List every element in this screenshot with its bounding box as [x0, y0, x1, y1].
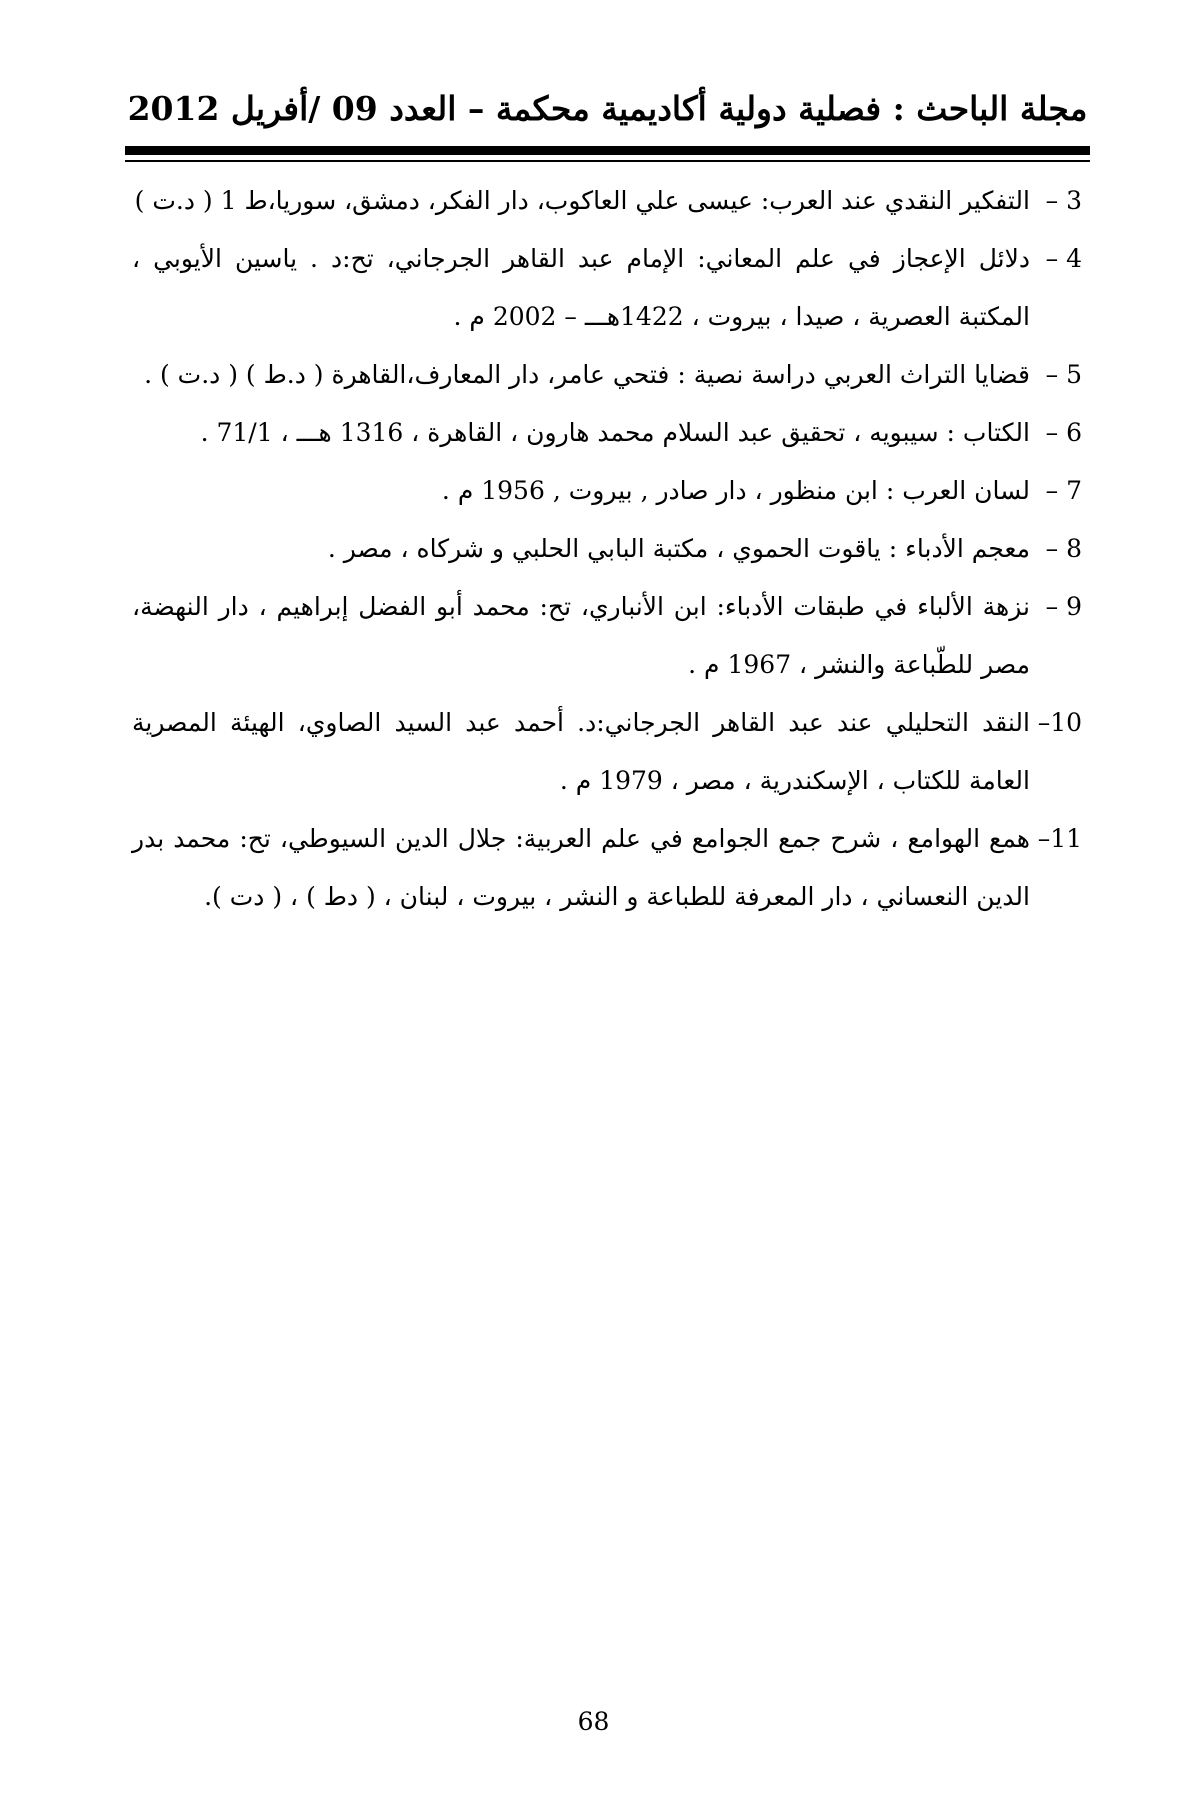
reference-text: معجم الأدباء : ياقوت الحموي ، مكتبة البابي الحلبي و شركاه ، مصر .: [327, 534, 1030, 563]
reference-number: 7 –: [1045, 476, 1082, 505]
reference-number: 3 –: [1045, 186, 1082, 215]
reference-number: 5 –: [1045, 360, 1082, 389]
reference-text: دلائل الإعجاز في علم المعاني: الإمام عبد القاهر الجرجاني، تح:د . ياسين الأيوبي ، المكتبة العصرية ، صيدا ، بيروت ، 1422هـــ – 2002 م .: [132, 244, 1030, 331]
reference-number: 9 –: [1045, 592, 1082, 621]
reference-text: التفكير النقدي عند العرب: عيسى علي العاكوب، دار الفكر، دمشق، سوريا،ط 1 ( د.ت ): [134, 186, 1030, 215]
reference-text: نزهة الألباء في طبقات الأدباء: ابن الأنباري، تح: محمد أبو الفضل إبراهيم ، دار النهضة، مصر للطّباعة والنشر ، 1967 م .: [132, 592, 1030, 679]
reference-text: قضايا التراث العربي دراسة نصية : فتحي عامر، دار المعارف،القاهرة ( د.ط ) ( د.ت ) .: [144, 360, 1030, 389]
reference-text: الكتاب : سيبويه ، تحقيق عبد السلام محمد هارون ، القاهرة ، 1316 هـــ ، 71/1 .: [200, 418, 1030, 447]
reference-item: [132, 172, 1082, 230]
reference-item: [132, 346, 1082, 404]
reference-item: [132, 404, 1082, 462]
reference-text: النقد التحليلي عند عبد القاهر الجرجاني:د. أحمد عبد السيد الصاوي، الهيئة المصرية العامة للكتاب ، الإسكندرية ، مصر ، 1979 م .: [132, 708, 1030, 795]
reference-number: 6 –: [1045, 418, 1082, 447]
header-rule-thin: [125, 160, 1090, 162]
reference-number: 8 –: [1045, 534, 1082, 563]
journal-header: مجلة الباحث : فصلية دولية أكاديمية محكمة – العدد 09 /أفريل 2012: [127, 89, 1088, 128]
header-rule-thick: [125, 146, 1090, 155]
reference-number: 11–: [1037, 824, 1082, 853]
page-number: 68: [577, 1707, 610, 1736]
reference-number: 4 –: [1045, 244, 1082, 273]
reference-text: همع الهوامع ، شرح جمع الجوامع في علم العربية: جلال الدين السيوطي، تح: محمد بدر الدين النعساني ، دار المعرفة للطباعة و النشر ، بيروت ، لبنان ، ( دط ) ، ( دت ).: [132, 824, 1030, 911]
reference-item: [132, 810, 1082, 926]
reference-item: [132, 520, 1082, 578]
reference-list: [132, 172, 1082, 926]
reference-item: [132, 462, 1082, 520]
reference-text: لسان العرب : ابن منظور ، دار صادر , بيروت , 1956 م .: [441, 476, 1030, 505]
reference-item: [132, 230, 1082, 346]
reference-number: 10–: [1037, 708, 1082, 737]
reference-item: [132, 578, 1082, 694]
reference-item: [132, 694, 1082, 810]
